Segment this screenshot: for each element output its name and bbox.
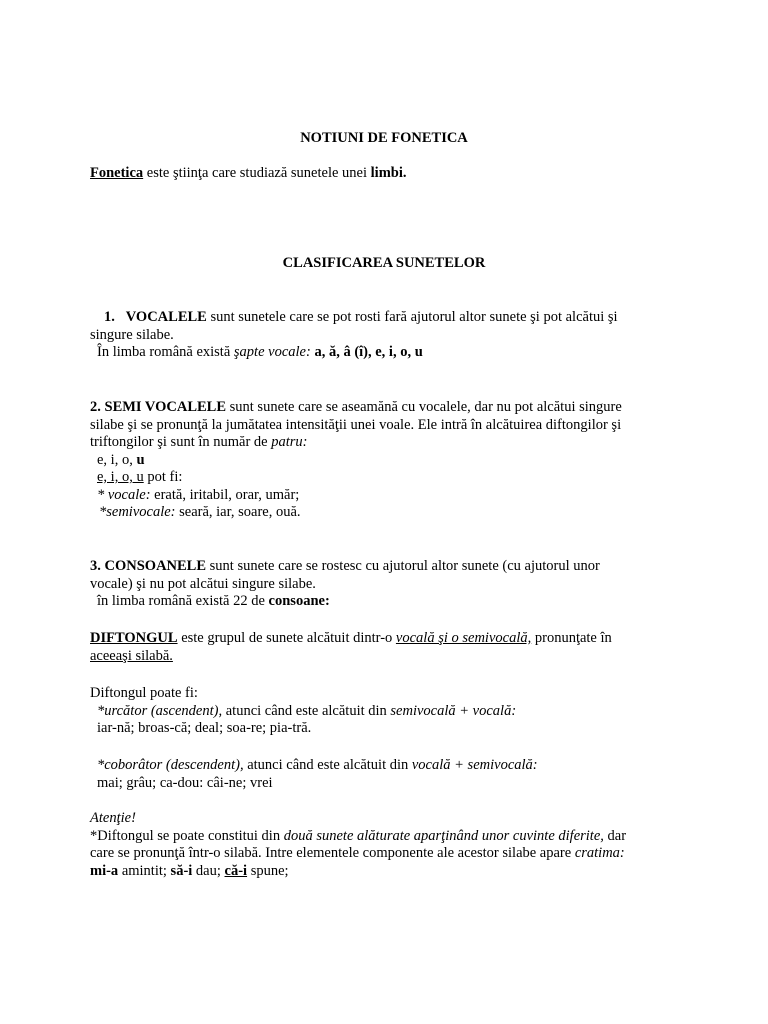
semivocale-count: patru:: [271, 434, 308, 450]
semivocale-label: *semivocale:: [99, 504, 176, 520]
consoane-text-1: sunt sunete care se rostesc cu ajutorul altor sunete (cu ajutorul unor: [206, 558, 600, 574]
coborator-label: *coborâtor (descendent),: [97, 757, 244, 773]
atentie-text-2: care se pronunţă într-o silabă. Intre elementele componente ale acestor silabe apare: [90, 845, 575, 861]
vocale-text-3: În limba română există: [97, 344, 234, 360]
vocale-label: * vocale:: [97, 486, 151, 503]
semivocale-examples: seară, iar, soare, ouă.: [175, 504, 301, 520]
semivocale-term: 2. SEMI VOCALELE: [90, 399, 227, 415]
diftong-text-1: este grupul de sunete alcătuit dintr-o: [177, 630, 396, 646]
urcator-label: *urcător (ascendent),: [97, 702, 223, 719]
vocale-term: VOCALELE: [125, 309, 207, 325]
semivocale-text-3: triftongilor şi sunt în număr de: [90, 434, 272, 450]
vocale-paragraph: [90, 309, 690, 362]
consoane-term: 3. CONSOANELE: [90, 558, 207, 574]
diftong-components: vocală şi o semivocală,: [395, 630, 532, 646]
semivocale-list-u: u: [136, 451, 145, 468]
semivocale-text-2: silabe şi se pronunţă la jumătatea intensităţii unei voale. Ele intră în alcătuirea diftongilor şi: [90, 416, 622, 433]
atentie-label: Atenţie!: [90, 810, 136, 826]
atentie-emphasis: două sunete alăturate aparţinând unor cuvinte diferite,: [283, 827, 604, 844]
section-title: CLASIFICAREA SUNETELOR: [282, 255, 486, 271]
vocale-count: şapte vocale:: [233, 344, 311, 360]
diftong-text-2: aceeaşi silabă.: [90, 647, 173, 664]
vocale-examples: erată, iritabil, orar, umăr;: [150, 486, 300, 503]
definition-end: limbi.: [370, 165, 407, 181]
semivocale-list: e, i, o,: [97, 451, 137, 468]
vocale-list: a, ă, â (î), e, i, o, u: [310, 344, 423, 360]
example-text-1: amintit;: [118, 862, 171, 879]
definition-line: [90, 165, 690, 183]
semivocale-text-1: sunt sunete care se aseamănă cu vocalele, dar nu pot alcătui singure: [226, 399, 622, 415]
diftong-text-1b: pronunţate în: [531, 630, 612, 646]
atentie-paragraph: [90, 810, 690, 880]
definition-text: este ştiinţa care studiază sunetele unei: [143, 165, 371, 181]
consoane-text-3: în limba română există 22 de: [97, 593, 269, 609]
diftong-types: [90, 685, 690, 738]
atentie-text-1: *Diftongul se poate constitui din: [90, 827, 284, 844]
consoane-text-2: vocale) şi nu pot alcătui singure silabe.: [90, 575, 316, 592]
urcator-formula: semivocală + vocală:: [390, 702, 517, 719]
diftong-poate: Diftongul poate fi:: [90, 685, 198, 701]
example-text-3: spune;: [247, 862, 289, 879]
example-sa-i: să-i: [170, 862, 193, 879]
semivocale-pot-fi: pot fi:: [143, 469, 183, 485]
coborator-examples: mai; grâu; ca-dou: câi-ne; vrei: [97, 774, 273, 791]
coborator-text: atunci când este alcătuit din: [243, 757, 412, 773]
page-title: NOTIUNI DE FONETICA: [300, 130, 468, 146]
diftong-term: DIFTONGUL: [90, 630, 178, 646]
diftong-coborator: [90, 757, 690, 792]
consoane-label: consoane:: [268, 593, 330, 609]
vocale-number: 1.: [104, 309, 115, 325]
urcator-text: atunci când este alcătuit din: [222, 702, 391, 719]
semivocale-paragraph: [90, 399, 690, 522]
example-ca-i: că-i: [224, 862, 248, 879]
example-mi-a: mi-a: [90, 862, 119, 879]
diftong-paragraph: [90, 630, 690, 665]
consoane-paragraph: [90, 558, 690, 611]
coborator-formula: vocală + semivocală:: [411, 757, 538, 773]
vocale-text-1: sunt sunetele care se pot rosti fară ajutorul altor sunete şi pot alcătui şi: [206, 309, 618, 325]
semivocale-pot-list: e, i, o, u: [97, 469, 144, 485]
vocale-text-2: singure silabe.: [90, 326, 174, 343]
example-text-2: dau;: [192, 862, 225, 879]
atentie-text-1b: dar: [603, 827, 627, 844]
atentie-cratima: cratima:: [574, 845, 625, 861]
urcator-examples: iar-nă; broas-că; deal; soa-re; pia-tră.: [97, 720, 312, 736]
term-fonetica: Fonetica: [90, 165, 144, 181]
